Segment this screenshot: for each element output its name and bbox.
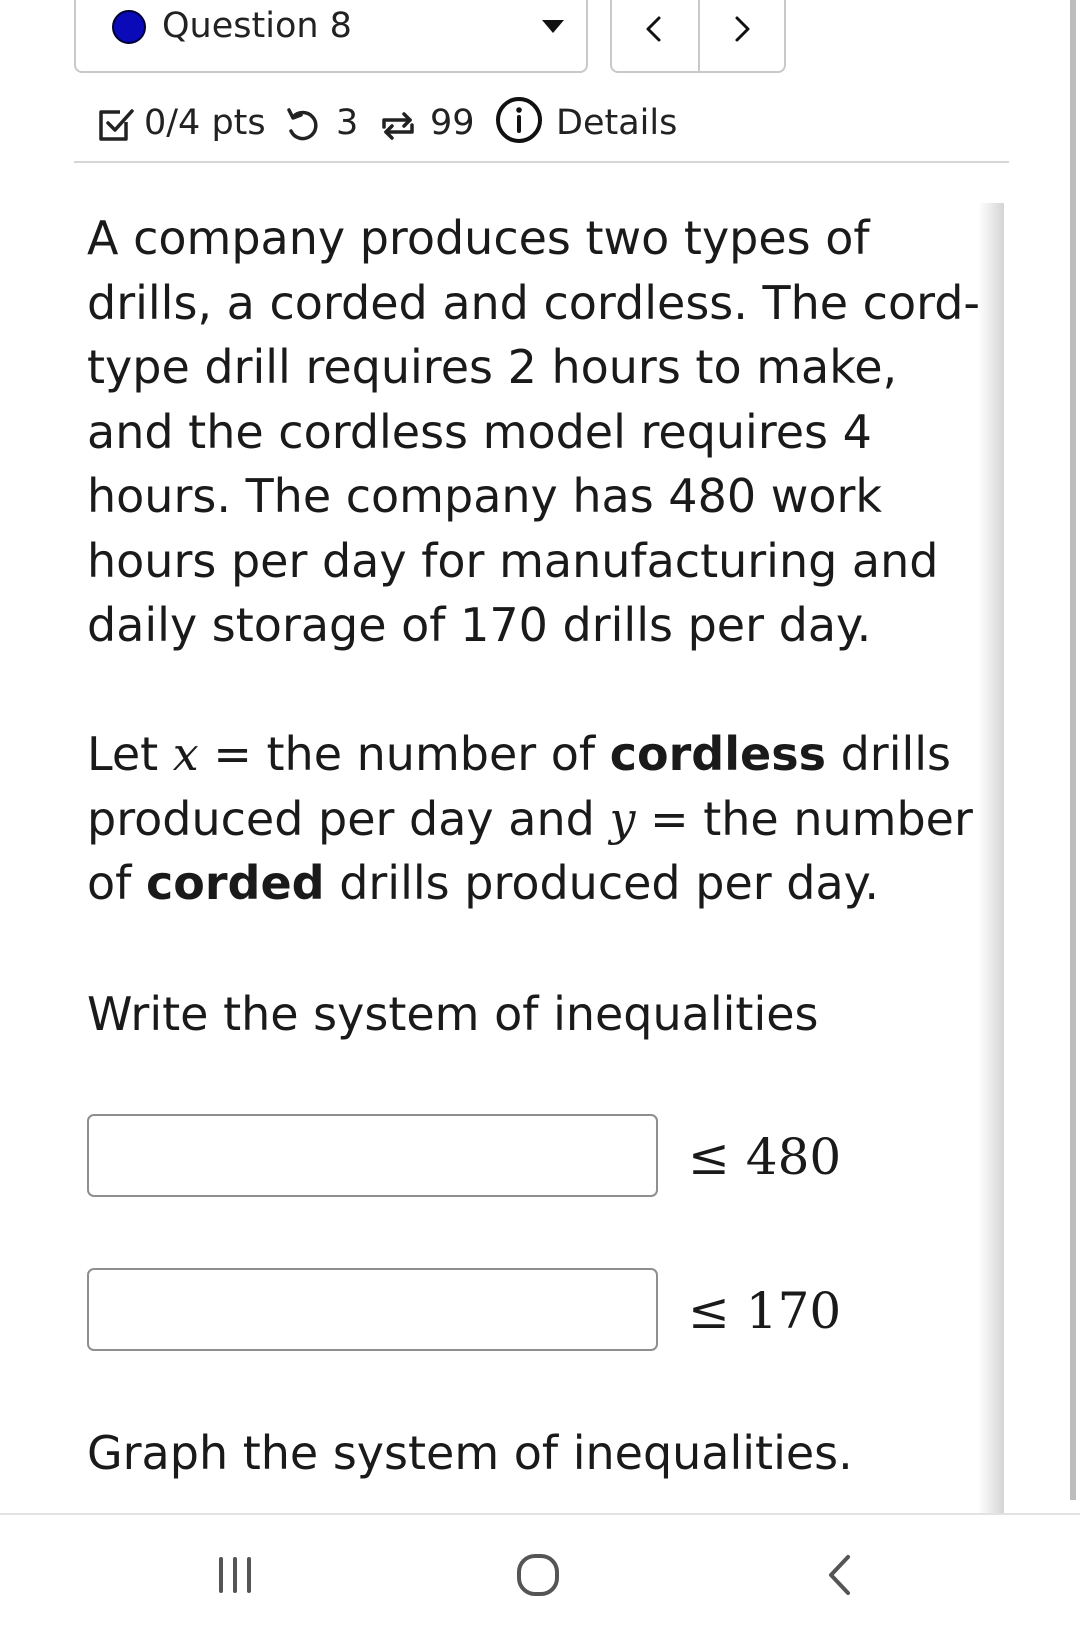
system-navigation-bar bbox=[0, 1513, 1080, 1639]
checkbox-icon bbox=[96, 105, 136, 145]
retry-icon bbox=[284, 107, 322, 145]
home-icon[interactable] bbox=[514, 1551, 562, 1599]
inequality-1-rhs: ≤ 480 bbox=[688, 1128, 842, 1186]
variable-y: y bbox=[609, 791, 636, 846]
instruction-write: Write the system of inequalities bbox=[87, 987, 819, 1041]
question-label: Question 8 bbox=[162, 6, 352, 46]
instruction-graph: Graph the system of inequalities. bbox=[87, 1426, 853, 1480]
emphasis-cordless: cordless bbox=[609, 727, 826, 781]
inequality-1-input[interactable] bbox=[87, 1114, 658, 1197]
attempts-count: 3 bbox=[336, 103, 359, 143]
question-meta-row bbox=[74, 95, 1009, 163]
points-label: 0/4 pts bbox=[144, 103, 266, 143]
variable-x: x bbox=[172, 727, 199, 781]
next-question-button[interactable] bbox=[698, 0, 784, 71]
question-nav-group bbox=[610, 0, 786, 73]
inequality-2-input[interactable] bbox=[87, 1268, 658, 1351]
versions-icon bbox=[378, 107, 418, 145]
problem-intro: A company produces two types of drills, a corded and cordless. The cord-type drill requires 2 hours to make, and the cordless model requires 4 hours. The company has 480 work hours per day for manufacturing and daily storage of 170 drills per day. bbox=[87, 211, 981, 652]
chevron-right-icon bbox=[727, 12, 757, 46]
page-scrollbar[interactable] bbox=[1070, 0, 1076, 1500]
emphasis-corded: corded bbox=[145, 856, 325, 910]
dropdown-caret-icon bbox=[542, 20, 564, 33]
info-icon[interactable] bbox=[494, 95, 544, 145]
chevron-left-icon bbox=[639, 12, 669, 46]
back-icon[interactable] bbox=[820, 1551, 860, 1599]
inequality-2-rhs: ≤ 170 bbox=[688, 1282, 842, 1340]
versions-count: 99 bbox=[430, 103, 475, 143]
variable-definition: Let x = the number of cordless drills produced per day and y = the number of corded drills produced per day. bbox=[87, 727, 973, 910]
question-status-dot bbox=[112, 10, 146, 44]
recent-apps-icon[interactable] bbox=[212, 1551, 258, 1599]
previous-question-button[interactable] bbox=[612, 0, 698, 71]
question-select[interactable] bbox=[74, 0, 588, 73]
details-link[interactable]: Details bbox=[556, 103, 678, 143]
